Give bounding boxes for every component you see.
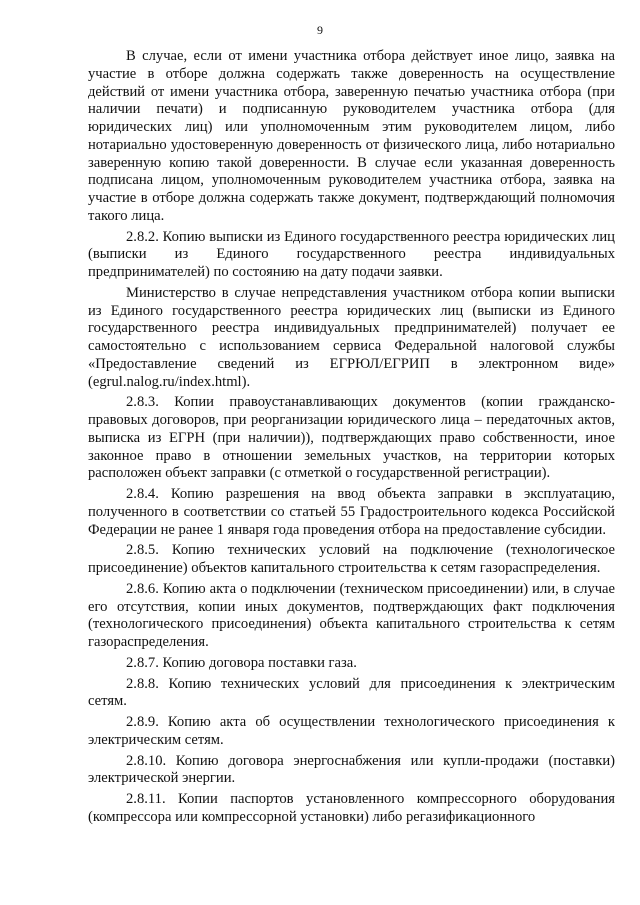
paragraph-ministry-egrul: Министерство в случае непредставления участником отбора копии выписки из Единого государственного реестра юридических лиц (выписки из Единого государственного реестра индивидуальных предпринимателей) получает ее самостоятельно с использованием сервиса Федеральной налоговой службы «Предоставление сведений из ЕГРЮЛ/ЕГРИП в электронном виде» (egrul.nalog.ru/index.html). <box>88 284 615 390</box>
paragraph-2-8-10: 2.8.10. Копию договора энергоснабжения или купли-продажи (поставки) электрической энергии. <box>88 752 615 787</box>
paragraph-2-8-5: 2.8.5. Копию технических условий на подключение (технологическое присоединение) объектов капитального строительства к сетям газораспределения. <box>88 542 615 576</box>
paragraph-2-8-11: 2.8.11. Копии паспортов установленного компрессорного оборудования (компрессора или компрессорной установки) либо регазификационного <box>88 791 615 825</box>
paragraph-2-8-7: 2.8.7. Копию договора поставки газа. <box>126 654 357 671</box>
document-body <box>88 48 615 830</box>
paragraph-2-8-3: 2.8.3. Копии правоустанавливающих документов (копии гражданско-правовых договоров, при реорганизации юридического лица – передаточных актов, выписка из ЕГРН (при наличии)), подтверждающих право собственности, иное законное право в отношении земельных участков, на территории которых расположен объект заправки (с отметкой о государственной регистрации). <box>88 394 615 482</box>
paragraph-2-8-2: 2.8.2. Копию выписки из Единого государственного реестра юридических лиц (выписки из Единого государственного реестра индивидуальных предпринимателей) по состоянию на дату подачи заявки. <box>88 228 615 280</box>
paragraph-2-8-6: 2.8.6. Копию акта о подключении (техническом присоединении) или, в случае его отсутствия, копии иных документов, подтверждающих факт подключения (технологического присоединения) объекта капитального строительства к сетям газораспределения. <box>88 580 615 650</box>
paragraph-proxy-requirement: В случае, если от имени участника отбора действует иное лицо, заявка на участие в отборе должна содержать также доверенность на осуществление действий от имени участника отбора, заверенную печатью участника отбора (при наличии печати) и подписанную руководителем участника отбора (для юридических лиц) или уполномоченным этим руководителем лицом, либо нотариально удостоверенную доверенность от физического лица, либо нотариально заверенную копию такой доверенности. В случае если указанная доверенность подписана лицом, уполномоченным руководителем участника отбора, заявка на участие в отборе должна содержать также документ, подтверждающий полномочия такого лица. <box>88 48 615 224</box>
page-number: 9 <box>317 23 323 37</box>
paragraph-2-8-8: 2.8.8. Копию технических условий для присоединения к электрическим сетям. <box>88 675 615 710</box>
paragraph-2-8-9: 2.8.9. Копию акта об осуществлении технологического присоединения к электрическим сетям. <box>88 714 615 748</box>
paragraph-2-8-4: 2.8.4. Копию разрешения на ввод объекта заправки в эксплуатацию, полученного в соответствии со статьей 55 Градостроительного кодекса Российской Федерации не ранее 1 января года проведения отбора на предоставление субсидии. <box>88 486 615 538</box>
